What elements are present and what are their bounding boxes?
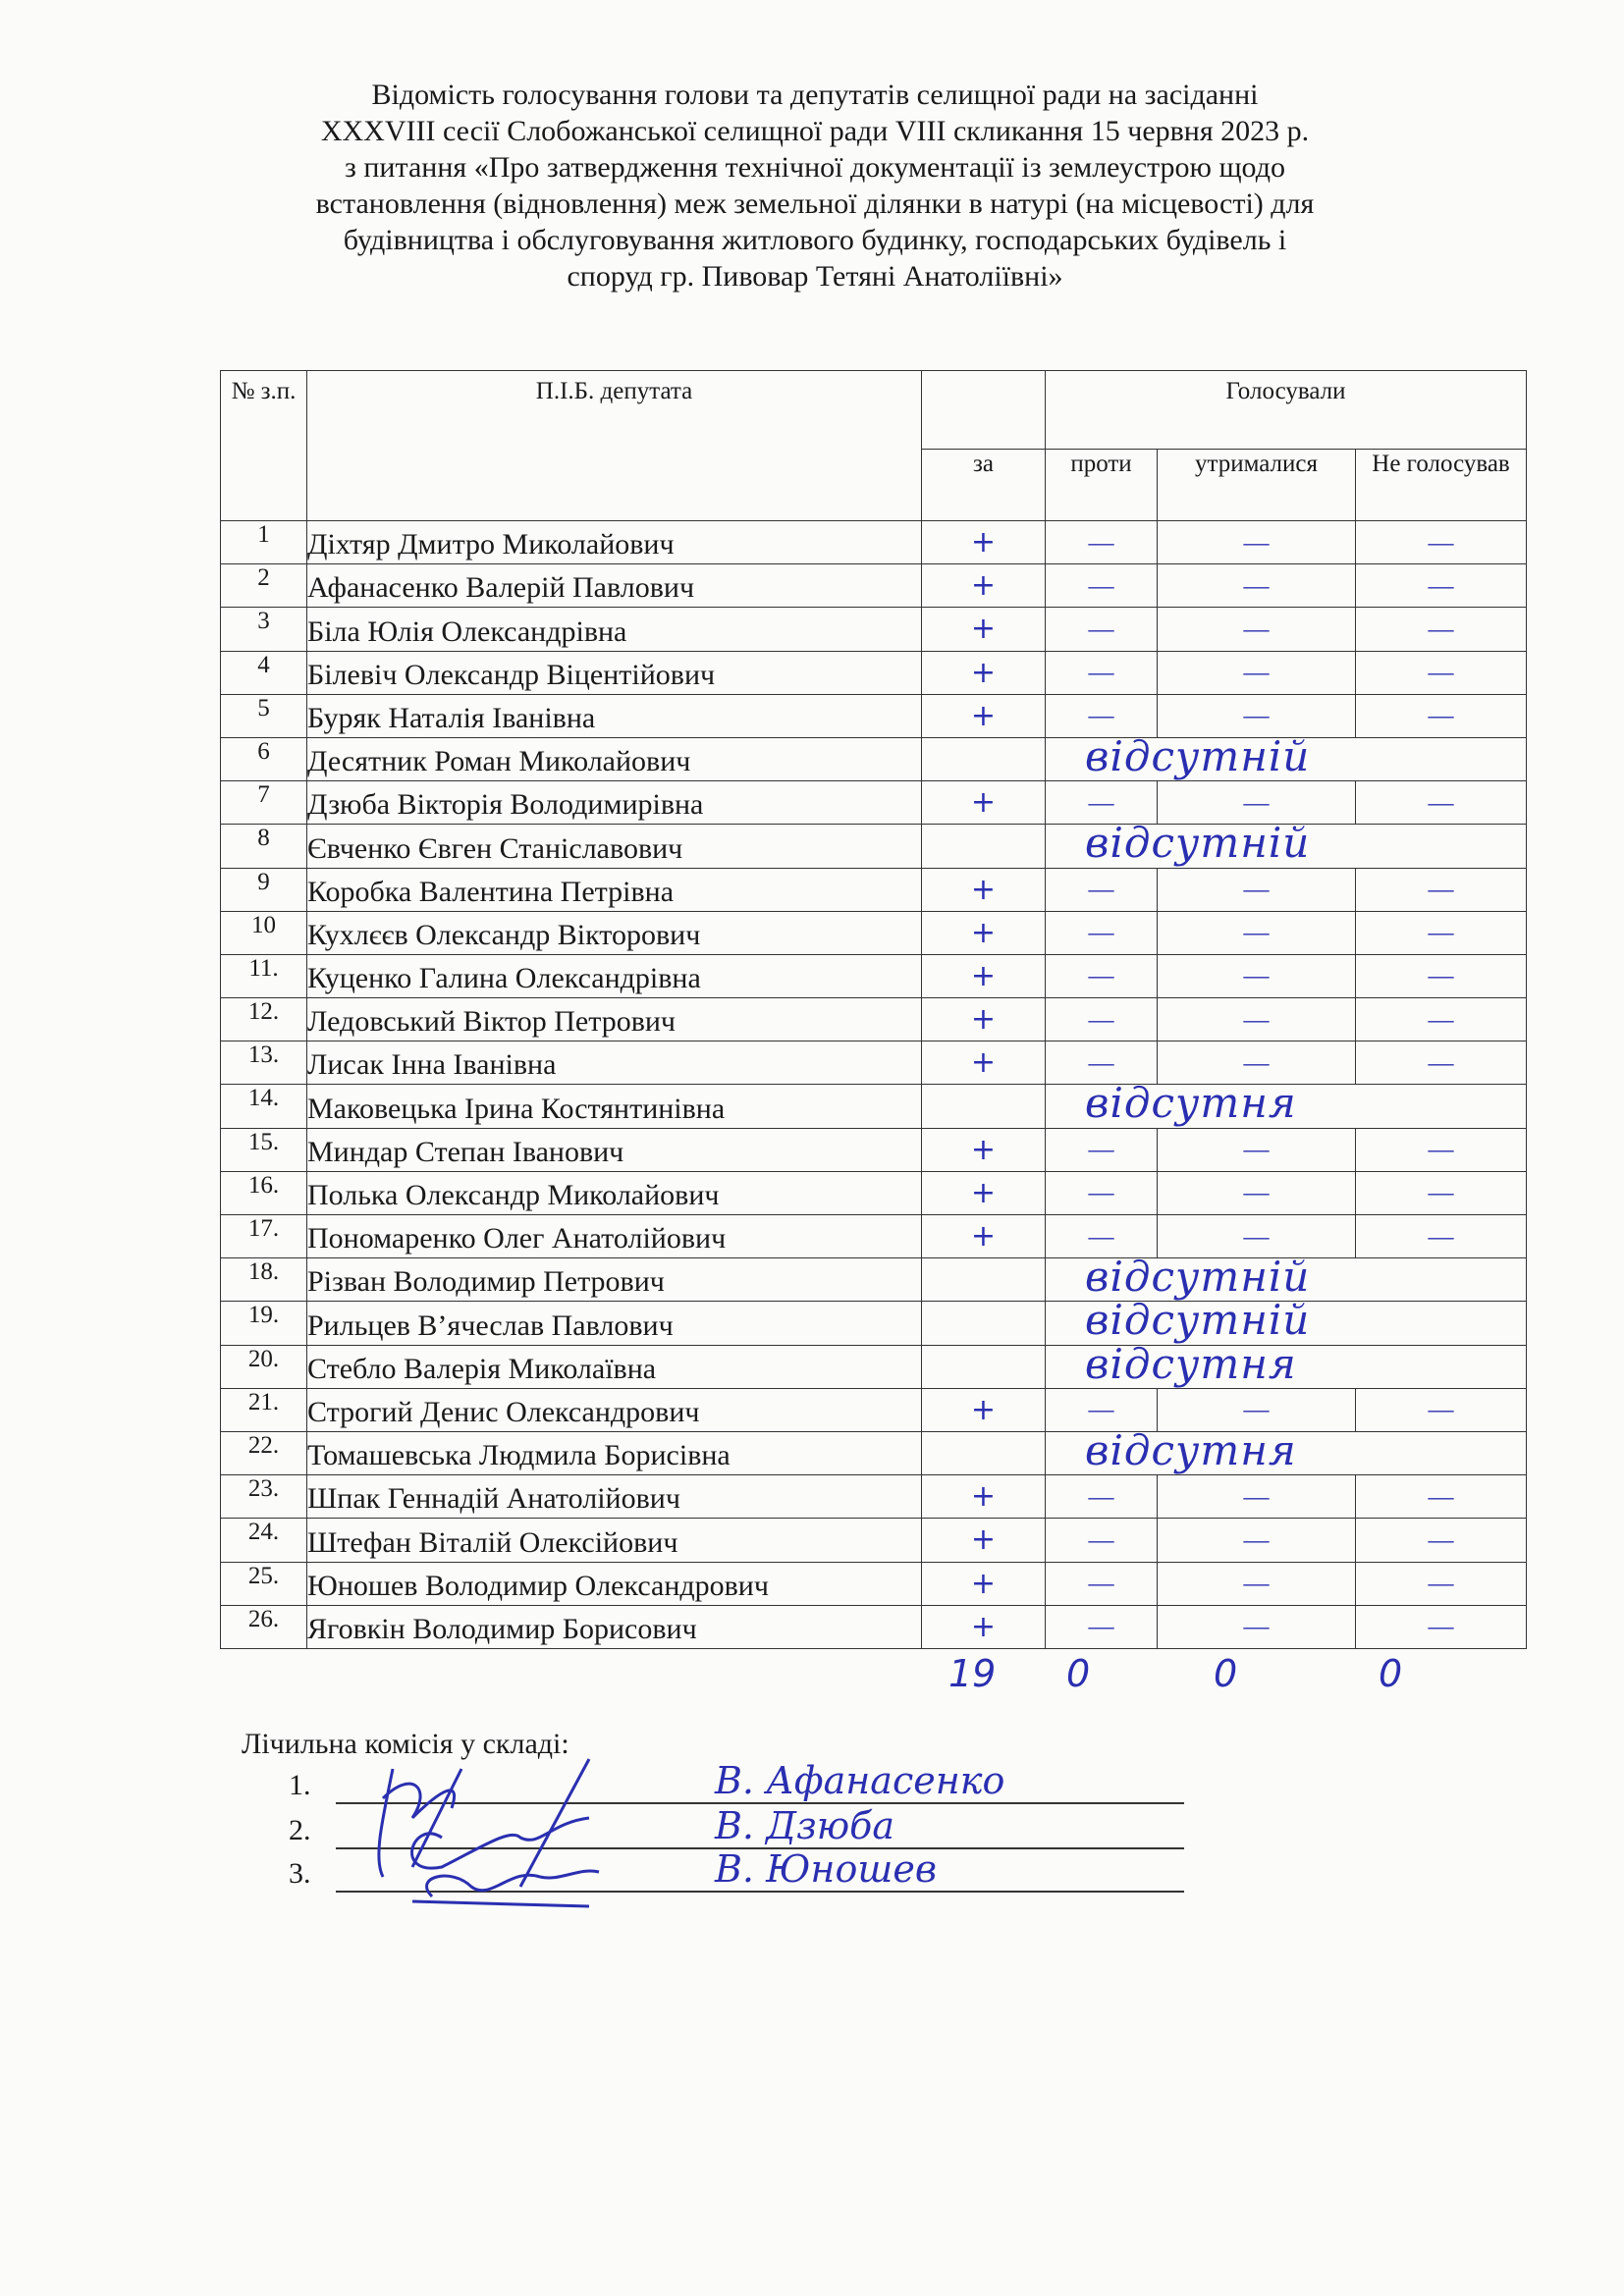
vote-against: — <box>1046 1475 1158 1519</box>
row-number: 15. <box>221 1128 307 1171</box>
table-row <box>221 1215 1527 1258</box>
signature-index: 3. <box>289 1857 311 1890</box>
vote-notvoted: — <box>1356 998 1527 1041</box>
table-row <box>221 1519 1527 1562</box>
vote-notvoted: — <box>1356 1171 1527 1214</box>
row-number: 8 <box>221 825 307 868</box>
table-row <box>221 564 1527 608</box>
vote-against: — <box>1046 868 1158 911</box>
vote-abstain: — <box>1158 954 1356 997</box>
total-against: 0 <box>1066 1652 1091 1695</box>
header-notvoted: Не голосував <box>1356 450 1527 521</box>
vote-against: — <box>1046 954 1158 997</box>
deputy-name: Шпак Геннадій Анатолійович <box>307 1475 922 1519</box>
row-number: 14. <box>221 1085 307 1128</box>
table-row <box>221 781 1527 825</box>
row-number: 21. <box>221 1388 307 1431</box>
vote-for: + <box>922 651 1046 694</box>
deputy-name: Лисак Інна Іванівна <box>307 1041 922 1085</box>
deputy-name: Ледовський Віктор Петрович <box>307 998 922 1041</box>
table-row <box>221 1302 1527 1345</box>
signature-index: 1. <box>289 1769 311 1801</box>
vote-against: — <box>1046 1171 1158 1214</box>
absent-note: відсутня <box>1085 1339 1297 1388</box>
row-number: 11. <box>221 954 307 997</box>
header-line-5: будівництва і обслуговування житлового будинку, господарських будівель і <box>343 224 1287 256</box>
vote-for-cell <box>922 1258 1046 1302</box>
deputy-name: Куценко Галина Олександрівна <box>307 954 922 997</box>
vote-against: — <box>1046 1215 1158 1258</box>
header-line-3: з питання «Про затвердження технічної документації із землеустрою щодо <box>345 151 1285 184</box>
header-line-1: Відомість голосування голови та депутатів селищної ради на засіданні <box>371 79 1259 111</box>
vote-for: + <box>922 1562 1046 1605</box>
vote-for: + <box>922 781 1046 825</box>
vote-against: — <box>1046 521 1158 564</box>
vote-for-cell <box>922 737 1046 780</box>
voting-table <box>220 370 1527 1649</box>
vote-abstain: — <box>1158 1171 1356 1214</box>
vote-notvoted: — <box>1356 651 1527 694</box>
header-line-2: XXXVIII сесії Слобожанської селищної ради VIII скликання 15 червня 2023 р. <box>320 115 1310 147</box>
vote-abstain: — <box>1158 1388 1356 1431</box>
vote-abstain: — <box>1158 781 1356 825</box>
vote-for: + <box>922 998 1046 1041</box>
deputy-name: Яговкін Володимир Борисович <box>307 1605 922 1648</box>
vote-notvoted: — <box>1356 608 1527 651</box>
table-row <box>221 1085 1527 1128</box>
absent-cell <box>1046 1253 1527 1302</box>
vote-for: + <box>922 564 1046 608</box>
vote-abstain: — <box>1158 1215 1356 1258</box>
table-row <box>221 608 1527 651</box>
deputy-name: Діхтяр Дмитро Миколайович <box>307 521 922 564</box>
row-number: 5 <box>221 694 307 737</box>
table-row <box>221 1605 1527 1648</box>
vote-for-cell <box>922 1431 1046 1474</box>
vote-notvoted: — <box>1356 564 1527 608</box>
row-number: 9 <box>221 868 307 911</box>
vote-against: — <box>1046 1388 1158 1431</box>
row-number: 1 <box>221 521 307 564</box>
absent-cell <box>1046 819 1527 868</box>
vote-abstain: — <box>1158 868 1356 911</box>
absent-note: відсутній <box>1085 731 1311 780</box>
table-row <box>221 651 1527 694</box>
signature-index: 2. <box>289 1814 311 1846</box>
vote-abstain: — <box>1158 564 1356 608</box>
deputy-name: Штефан Віталій Олексійович <box>307 1519 922 1562</box>
absent-cell <box>1046 731 1527 780</box>
vote-against: — <box>1046 911 1158 954</box>
absent-note: відсутня <box>1085 1079 1297 1128</box>
table-row <box>221 825 1527 868</box>
row-number: 22. <box>221 1431 307 1474</box>
table-row <box>221 1475 1527 1519</box>
vote-for: + <box>922 1605 1046 1648</box>
vote-against: — <box>1046 1562 1158 1605</box>
header-voted: Голосували <box>1046 371 1527 450</box>
deputy-name: Рильцев В’ячеслав Павлович <box>307 1302 922 1345</box>
signature-name: В. Афанасенко <box>715 1759 1005 1802</box>
row-number: 2 <box>221 564 307 608</box>
vote-for: + <box>922 1388 1046 1431</box>
total-abstain: 0 <box>1214 1652 1238 1695</box>
deputy-name: Білевіч Олександр Віцентійович <box>307 651 922 694</box>
deputy-name: Афанасенко Валерій Павлович <box>307 564 922 608</box>
absent-note: відсутній <box>1085 1296 1311 1345</box>
vote-for-cell <box>922 825 1046 868</box>
vote-notvoted: — <box>1356 1215 1527 1258</box>
vote-for-cell <box>922 1302 1046 1345</box>
deputy-name: Томашевська Людмила Борисівна <box>307 1431 922 1474</box>
deputy-name: Стебло Валерія Миколаївна <box>307 1345 922 1388</box>
vote-for: + <box>922 1519 1046 1562</box>
row-number: 19. <box>221 1302 307 1345</box>
header-against: проти <box>1046 450 1158 521</box>
table-row <box>221 998 1527 1041</box>
row-number: 4 <box>221 651 307 694</box>
vote-abstain: — <box>1158 694 1356 737</box>
vote-for: + <box>922 608 1046 651</box>
row-number: 24. <box>221 1519 307 1562</box>
deputy-name: Полька Олександр Миколайович <box>307 1171 922 1214</box>
vote-against: — <box>1046 694 1158 737</box>
table-row <box>221 868 1527 911</box>
table-row <box>221 1345 1527 1388</box>
vote-for: + <box>922 954 1046 997</box>
vote-notvoted: — <box>1356 781 1527 825</box>
deputy-name: Маковецька Ірина Костянтинівна <box>307 1085 922 1128</box>
vote-against: — <box>1046 1605 1158 1648</box>
row-number: 3 <box>221 608 307 651</box>
total-notvoted: 0 <box>1379 1652 1403 1695</box>
absent-cell <box>1046 1339 1527 1388</box>
vote-for: + <box>922 1215 1046 1258</box>
vote-abstain: — <box>1158 521 1356 564</box>
vote-against: — <box>1046 1519 1158 1562</box>
vote-against: — <box>1046 1128 1158 1171</box>
vote-abstain: — <box>1158 1519 1356 1562</box>
table-row <box>221 737 1527 780</box>
vote-abstain: — <box>1158 1605 1356 1648</box>
table-row <box>221 954 1527 997</box>
vote-notvoted: — <box>1356 954 1527 997</box>
deputy-name: Євченко Євген Станіславович <box>307 825 922 868</box>
vote-notvoted: — <box>1356 521 1527 564</box>
header-line-6: споруд гр. Пивовар Тетяні Анатоліївні» <box>567 260 1063 293</box>
row-number: 12. <box>221 998 307 1041</box>
total-for: 19 <box>948 1652 997 1695</box>
vote-for-cell <box>922 1085 1046 1128</box>
row-number: 20. <box>221 1345 307 1388</box>
header-for: за <box>922 450 1046 521</box>
voting-rows <box>221 521 1527 1649</box>
signature-name: В. Юношев <box>715 1847 937 1891</box>
vote-notvoted: — <box>1356 911 1527 954</box>
row-number: 18. <box>221 1258 307 1302</box>
vote-abstain: — <box>1158 911 1356 954</box>
absent-note: відсутня <box>1085 1425 1297 1474</box>
vote-notvoted: — <box>1356 1041 1527 1085</box>
header-num: № з.п. <box>221 371 307 521</box>
header-line-4: встановлення (відновлення) меж земельної ділянки в натурі (на місцевості) для <box>315 187 1315 220</box>
vote-for: + <box>922 694 1046 737</box>
vote-for: + <box>922 868 1046 911</box>
row-number: 16. <box>221 1171 307 1214</box>
row-number: 10 <box>221 911 307 954</box>
vote-for: + <box>922 911 1046 954</box>
vote-against: — <box>1046 564 1158 608</box>
handwritten-signatures <box>353 1730 707 1926</box>
vote-against: — <box>1046 651 1158 694</box>
absent-note: відсутній <box>1085 819 1311 868</box>
vote-against: — <box>1046 608 1158 651</box>
vote-abstain: — <box>1158 1041 1356 1085</box>
vote-for: + <box>922 521 1046 564</box>
row-number: 26. <box>221 1605 307 1648</box>
table-row <box>221 911 1527 954</box>
absent-note: відсутній <box>1085 1253 1311 1302</box>
deputy-name: Біла Юлія Олександрівна <box>307 608 922 651</box>
deputy-name: Юношев Володимир Олександрович <box>307 1562 922 1605</box>
deputy-name: Строгий Денис Олександрович <box>307 1388 922 1431</box>
vote-abstain: — <box>1158 651 1356 694</box>
table-row <box>221 1431 1527 1474</box>
vote-for: + <box>922 1128 1046 1171</box>
table-row <box>221 521 1527 564</box>
deputy-name: Дзюба Вікторія Володимирівна <box>307 781 922 825</box>
absent-cell <box>1046 1425 1527 1474</box>
vote-for: + <box>922 1475 1046 1519</box>
vote-abstain: — <box>1158 998 1356 1041</box>
absent-cell <box>1046 1079 1527 1128</box>
table-row <box>221 1041 1527 1085</box>
vote-notvoted: — <box>1356 1128 1527 1171</box>
vote-notvoted: — <box>1356 1562 1527 1605</box>
vote-against: — <box>1046 1041 1158 1085</box>
row-number: 17. <box>221 1215 307 1258</box>
row-number: 23. <box>221 1475 307 1519</box>
vote-for-cell <box>922 1345 1046 1388</box>
deputy-name: Пономаренко Олег Анатолійович <box>307 1215 922 1258</box>
table-row <box>221 1562 1527 1605</box>
vote-abstain: — <box>1158 1562 1356 1605</box>
vote-against: — <box>1046 781 1158 825</box>
vote-notvoted: — <box>1356 694 1527 737</box>
deputy-name: Кухлєєв Олександр Вікторович <box>307 911 922 954</box>
deputy-name: Різван Володимир Петрович <box>307 1258 922 1302</box>
vote-notvoted: — <box>1356 1388 1527 1431</box>
vote-notvoted: — <box>1356 1605 1527 1648</box>
deputy-name: Миндар Степан Іванович <box>307 1128 922 1171</box>
table-row <box>221 1128 1527 1171</box>
vote-for: + <box>922 1041 1046 1085</box>
deputy-name: Коробка Валентина Петрівна <box>307 868 922 911</box>
table-row <box>221 1171 1527 1214</box>
deputy-name: Десятник Роман Миколайович <box>307 737 922 780</box>
header-abstain: утрималися <box>1158 450 1356 521</box>
deputy-name: Буряк Наталія Іванівна <box>307 694 922 737</box>
commission-title: Лічильна комісія у складі: <box>242 1728 569 1760</box>
vote-abstain: — <box>1158 1475 1356 1519</box>
header-blank <box>922 371 1046 450</box>
vote-notvoted: — <box>1356 868 1527 911</box>
vote-against: — <box>1046 998 1158 1041</box>
vote-abstain: — <box>1158 608 1356 651</box>
table-row <box>221 1388 1527 1431</box>
vote-notvoted: — <box>1356 1519 1527 1562</box>
table-row <box>221 1258 1527 1302</box>
vote-for: + <box>922 1171 1046 1214</box>
document-header <box>236 77 1394 294</box>
vote-notvoted: — <box>1356 1475 1527 1519</box>
vote-abstain: — <box>1158 1128 1356 1171</box>
row-number: 13. <box>221 1041 307 1085</box>
signature-name: В. Дзюба <box>715 1804 895 1847</box>
table-row <box>221 694 1527 737</box>
absent-cell <box>1046 1296 1527 1345</box>
header-name: П.І.Б. депутата <box>307 371 922 521</box>
row-number: 6 <box>221 737 307 780</box>
row-number: 7 <box>221 781 307 825</box>
row-number: 25. <box>221 1562 307 1605</box>
